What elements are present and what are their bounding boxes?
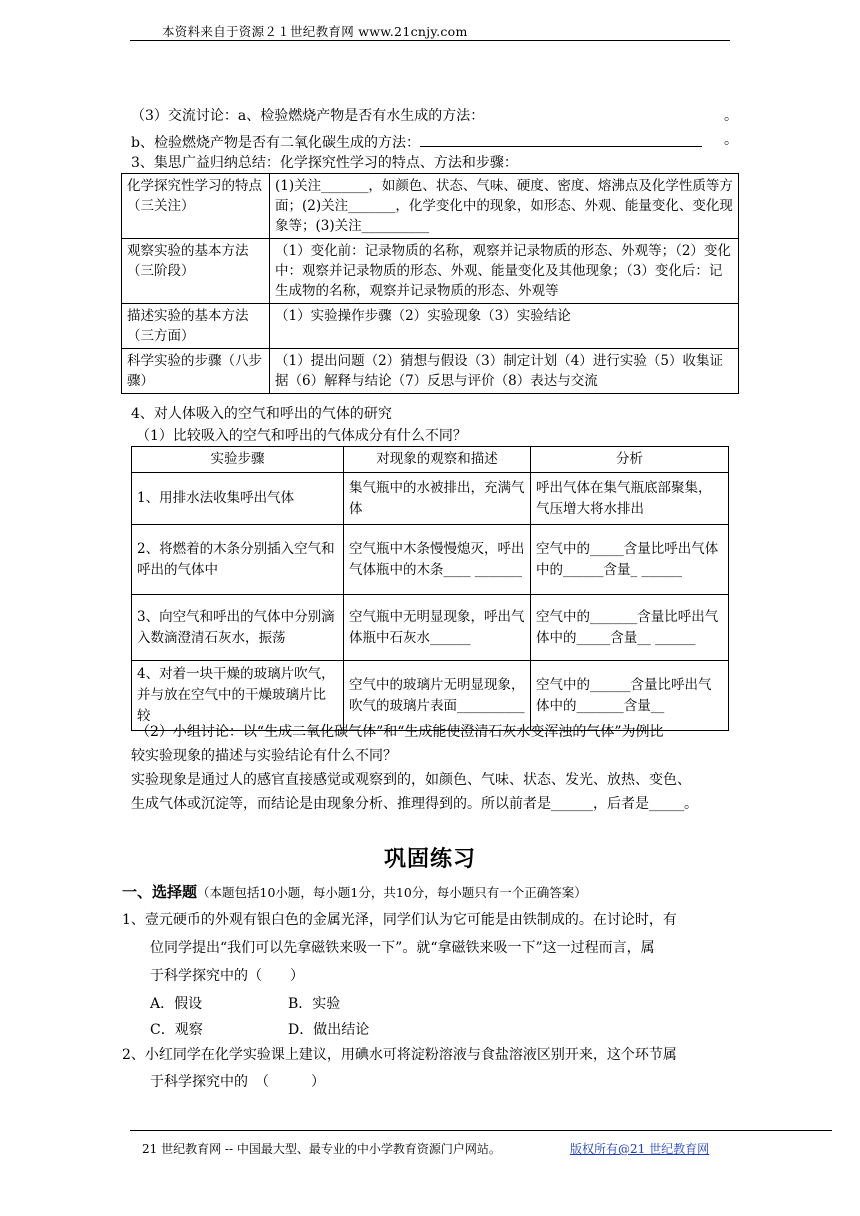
choice-section-heading: 一、选择题（本题包括10小题，每小题1分，共10分，每小题只有一个正确答案）	[122, 883, 587, 901]
table-header-row	[132, 447, 729, 473]
table-row	[122, 349, 739, 394]
table-row	[132, 661, 729, 731]
q2-line1: 2、小红同学在化学实验课上建议，用碘水可将淀粉溶液与食盐溶液区别开来，这个环节属	[122, 1047, 677, 1063]
column-header: 对现象的观察和描述	[344, 447, 531, 473]
q2-line2: 于科学探究中的 （ ）	[150, 1074, 325, 1090]
table-cell: 空气中的_______含量比呼出气体中的_____含量__ ______	[531, 595, 729, 661]
q3a-line: （3）交流讨论：a、检验燃烧产物是否有水生成的方法：	[131, 108, 485, 124]
experiment-table	[131, 446, 729, 731]
table-cell: 空气中的______含量比呼出气体中的_______含量__	[531, 661, 729, 731]
q1-line3: 于科学探究中的（ ）	[150, 968, 304, 984]
footer-copyright-link[interactable]: 版权所有@21 世纪教育网	[570, 1142, 710, 1156]
table-cell: 3、向空气和呼出的气体中分别滴入数滴澄清石灰水，振荡	[132, 595, 344, 661]
column-header: 分析	[531, 447, 729, 473]
table-cell: 4、对着一块干燥的玻璃片吹气，并与放在空气中的干燥玻璃片比较	[132, 661, 344, 731]
practice-title: 巩固练习	[383, 847, 476, 872]
table-cell: 空气瓶中木条慢慢熄灭，呼出气体瓶中的木条____ _______	[344, 525, 531, 595]
column-header: 实验步骤	[132, 447, 344, 473]
table-cell: 空气中的玻璃片无明显现象，吹气的玻璃片表面__________	[344, 661, 531, 731]
header-divider	[130, 40, 730, 41]
group-discussion-line2: 较实验现象的描述与实验结论有什么不同？	[131, 748, 397, 764]
blank	[420, 132, 702, 147]
q3b-line: b、检验燃烧产物是否有二氧化碳生成的方法：	[131, 132, 702, 151]
footer-text: 21 世纪教育网 -- 中国最大型、最专业的中小学教育资源门户网站。	[142, 1142, 501, 1156]
table-cell: 空气瓶中无明显现象，呼出气体瓶中石灰水______	[344, 595, 531, 661]
table-cell: 描述实验的基本方法（三方面）	[122, 304, 270, 349]
table-cell: (1)关注_______，如颜色、状态、气味、硬度、密度、熔沸点及化学性质等方面；(2)关注_______，化学变化中的现象，如形态、外观、能量变化、变化现象等；(3)关注__________	[270, 174, 739, 239]
table-cell: 呼出气体在集气瓶底部聚集，气压增大将水排出	[531, 473, 729, 525]
table-cell: （1）实验操作步骤（2）实验现象（3）实验结论	[270, 304, 739, 349]
q1-line1: 1、壹元硬币的外观有银白色的金属光泽，同学们认为它可能是由铁制成的。在讨论时，有	[122, 912, 677, 928]
group-discussion-line1: （2）小组讨论：以“生成二氧化碳气体”和“生成能使澄清石灰水变浑浊的气体”为例比	[136, 724, 664, 740]
section4-title: 4、对人体吸入的空气和呼出的气体的研究	[131, 406, 392, 422]
q1-option-c: C．观察	[150, 1022, 203, 1038]
table-cell: （1）提出问题（2）猜想与假设（3）制定计划（4）进行实验（5）收集证据（6）解释与结论（7）反思与评价（8）表达与交流	[270, 349, 739, 394]
q1-option-d: D．做出结论	[288, 1022, 370, 1038]
table-cell: 观察实验的基本方法（三阶段）	[122, 239, 270, 304]
table-row	[132, 525, 729, 595]
table-cell: 化学探究性学习的特点（三关注）	[122, 174, 270, 239]
table-cell: 科学实验的步骤（八步骤）	[122, 349, 270, 394]
footer-divider	[130, 1130, 832, 1131]
q3c-line: 3、集思广益归纳总结：化学探究性学习的特点、方法和步骤：	[131, 155, 518, 171]
section4-sub1: （1）比较吸入的空气和呼出的气体成分有什么不同？	[136, 428, 467, 444]
table-row	[122, 174, 739, 239]
group-discussion-line4: 生成气体或沉淀等，而结论是由现象分析、推理得到的。所以前者是______，后者是_____。	[131, 796, 698, 812]
table-row	[132, 473, 729, 525]
q3a-end: 。	[724, 108, 738, 124]
table-cell: 1、用排水法收集呼出气体	[132, 473, 344, 525]
group-discussion-line3: 实验现象是通过人的感官直接感觉或观察到的，如颜色、气味、状态、发光、放热、变色、	[131, 772, 691, 788]
q1-option-a: A．假设	[150, 996, 203, 1012]
header-source: 本资料来自于资源２１世纪教育网 www.21cnjy.com	[162, 24, 468, 39]
q1-option-b: B．实验	[288, 996, 341, 1012]
table-cell: 2、将燃着的木条分别插入空气和呼出的气体中	[132, 525, 344, 595]
q1-line2: 位同学提出“我们可以先拿磁铁来吸一下”。就“拿磁铁来吸一下”这一过程而言，属	[150, 940, 655, 956]
table-cell: 集气瓶中的水被排出，充满气体	[344, 473, 531, 525]
table-cell: （1）变化前：记录物质的名称，观察并记录物质的形态、外观等；（2）变化中：观察并记录物质的形态、外观、能量变化及其他现象；（3）变化后：记生成物的名称，观察并记录物质的形态、外观等	[270, 239, 739, 304]
table-cell: 空气中的_____含量比呼出气体中的______含量_ ______	[531, 525, 729, 595]
table-row	[122, 239, 739, 304]
summary-table	[121, 173, 739, 394]
table-row	[122, 304, 739, 349]
table-row	[132, 595, 729, 661]
q3b-end: 。	[724, 132, 738, 148]
